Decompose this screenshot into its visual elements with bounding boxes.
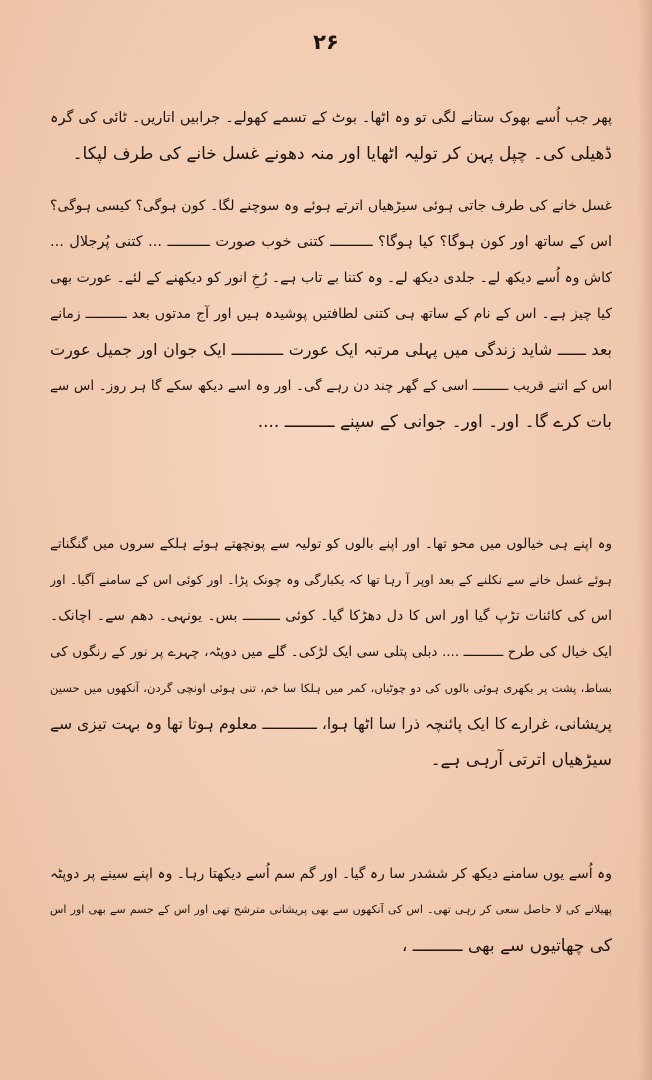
paragraph-2 xyxy=(50,188,612,440)
text-line: کی چھاتیوں سے بھی ــــــــــ ، xyxy=(401,936,612,956)
paragraph-1 xyxy=(50,100,612,172)
text-line: بات کرے گا۔ اور۔ اور۔ جوانی کے سپنے ــــــــــ .... xyxy=(257,412,612,432)
page-edge-shadow xyxy=(638,0,652,1080)
page-number: ۲۶ xyxy=(313,30,339,54)
text-line: ہوئے غسل خانے سے نکلنے کے بعد اوپر آ رہا تھا کہ یکبارگی وہ چونک پڑا۔ اور کوئی اس کے سامنے آگیا۔ اور xyxy=(50,572,612,587)
text-line: اس کے ساتھ اور کون ہوگا؟ کیا ہوگا؟ ــــــــــ کتنی خوب صورت ــــــــــ ... کتنی پُرجلال ... xyxy=(50,234,612,250)
paragraph-3 xyxy=(50,526,612,778)
text-line: وہ اپنے ہی خیالوں میں محو تھا۔ اور اپنے بالوں کو تولیہ سے پونچھتے ہوئے ہلکے سروں میں گنگناتے xyxy=(50,536,612,552)
text-line: ڈھیلی کی۔ چپل پہن کر تولیہ اٹھایا اور منہ دھونے غسل خانے کی طرف لپکا۔ xyxy=(72,144,612,164)
text-line: پریشانی، غرارے کا ایک پائنچہ ذرا سا اٹھا ہوا، ــــــــــــ معلوم ہوتا تھا وہ بہت تیزی سے xyxy=(50,715,612,733)
text-line: پھیلانے کی لا حاصل سعی کر رہی تھی۔ اس کی آنکھوں سے بھی پریشانی مترشح تھی اور اس کے جسم سے بھی اور اس xyxy=(50,903,612,916)
text-line: کاش وہ اُسے دیکھ لے۔ جلدی دیکھ لے۔ وہ کتنا بے تاب ہے۔ رُخِ انور کو دیکھنے کے لئے۔ عورت بھی xyxy=(50,270,612,286)
text-line: ایک خیال کی طرح ــــــــــ .... دبلی پتلی سی ایک لڑکی۔ گلے میں دوپٹہ، چہرے پر نور کے رنگوں کی xyxy=(50,644,612,660)
text-line: اس کی کائنات تڑپ گیا اور اس کا دل دھڑکا گیا۔ کوئی ـــــــــ بس۔ یونہی۔ دھم سے۔ اچانک۔ xyxy=(50,608,612,624)
text-line: بعد ــــــ شاید زندگی میں پہلی مرتبہ ایک عورت ـــــــــــ ایک جوان اور جمیل عورت xyxy=(50,340,612,359)
text-line: کیا چیز ہے۔ اس کے نام کے ساتھ ہی کتنی لطافتیں پوشیدہ ہیں اور آج مدتوں بعد ــــــــــ زمانے xyxy=(50,306,612,322)
text-line: غسل خانے کی طرف جاتی ہوئی سیڑھیاں اترتے ہوئے وہ سوچنے لگا۔ کون ہوگی؟ کیسی ہوگی؟ xyxy=(50,198,612,214)
text-line: بساط، پشت پر بکھری ہوئی بالوں کی دو چوٹیاں، کمر میں ہلکا سا خم، تنی ہوئی اونچی گردن، آنکھوں میں حسین xyxy=(50,681,612,695)
text-line: اس کے اتنے قریب ـــــــــ اسی کے گھر چند دن رہے گی۔ اور وہ اسے دیکھ سکے گا ہر روز۔ اس سے xyxy=(50,378,612,394)
text-line: پھر جب اُسے بھوک ستانے لگی تو وہ اٹھا۔ بوٹ کے تسمے کھولے۔ جرابیں اتاریں۔ ٹائی کی گرہ xyxy=(50,110,612,126)
text-line: وہ اُسے یوں سامنے دیکھ کر ششدر سا رہ گیا۔ اور گم سم اُسے دیکھتا رہا۔ وہ اپنے سینے پر دوپٹہ xyxy=(50,866,612,882)
paragraph-4 xyxy=(50,856,612,964)
text-line: سیڑھیاں اترتی آرہی ہے۔ xyxy=(430,750,612,770)
